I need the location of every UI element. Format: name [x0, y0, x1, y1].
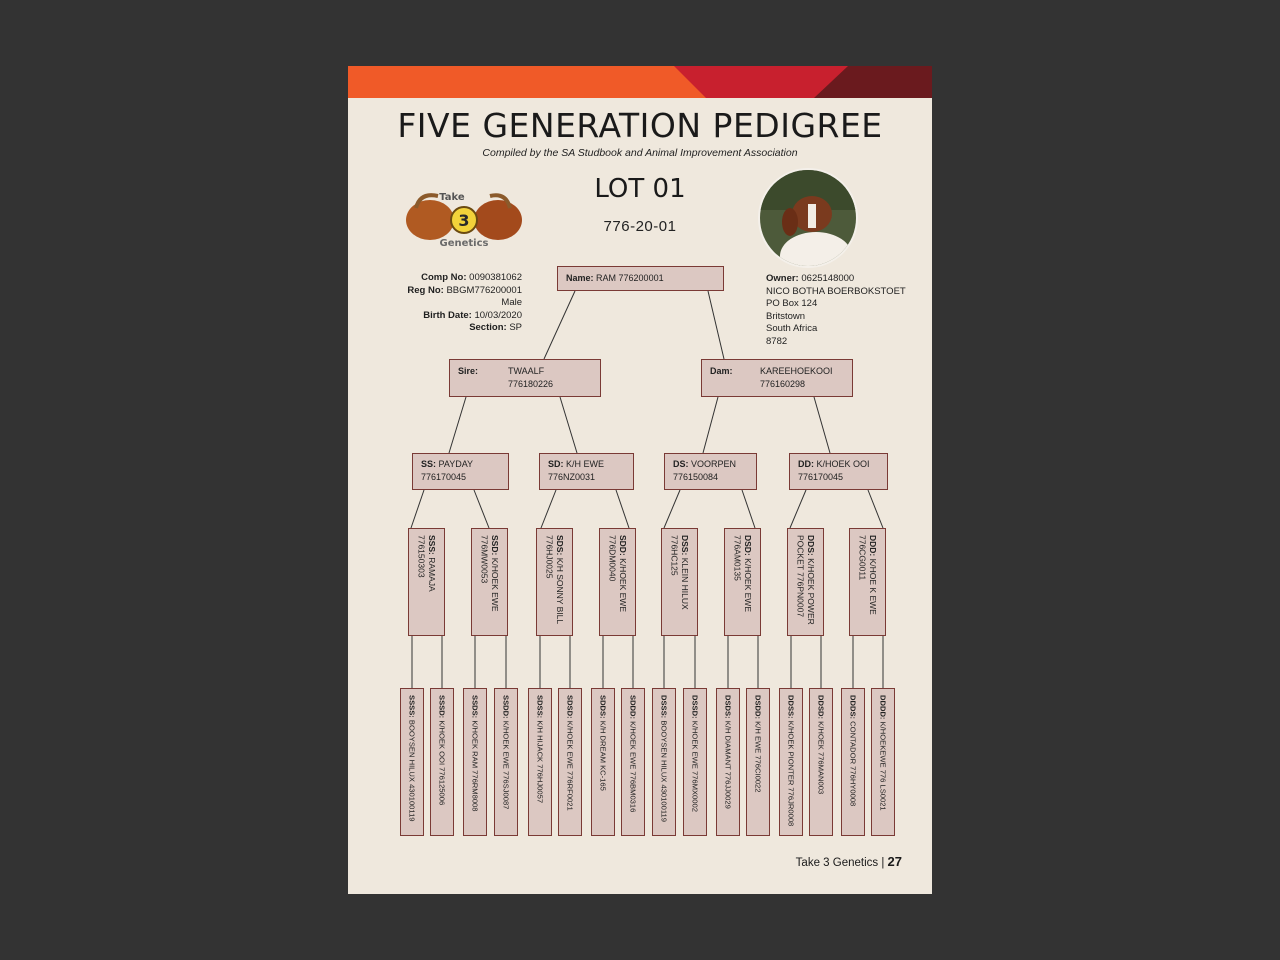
footer-brand: Take 3 Genetics: [795, 857, 879, 869]
dsds-box: [716, 688, 740, 836]
dam-reg: 776160298: [760, 379, 806, 389]
owner-name: NICO BOTHA BOERBOKSTOET: [766, 285, 906, 297]
comp-no-label: Comp No:: [421, 272, 467, 283]
birth-date-value: 10/03/2020: [474, 309, 522, 321]
dsd-reg: 776AM0135: [732, 535, 743, 581]
sdd-name: K/HOEK EWE: [618, 558, 628, 612]
birth-date-label: Birth Date:: [423, 309, 472, 321]
subject-name: RAM 776200001: [596, 273, 664, 283]
owner-address-line: Britstown: [766, 310, 806, 322]
sd-name: K/H EWE: [566, 459, 605, 469]
ddd-name: K/HOE K EWE: [868, 558, 878, 615]
ddsd-value: K/HOEK 776MAN003: [816, 721, 826, 795]
logo-number: 3: [458, 211, 470, 230]
dddd-box: [871, 688, 895, 836]
page-subtitle: Compiled by the SA Studbook and Animal Improvement Association: [482, 147, 798, 159]
connector-line: [544, 291, 575, 359]
sdsd-box: [558, 688, 582, 836]
connector-line: [790, 490, 806, 528]
connector-line: [868, 490, 883, 528]
sdss-box: [528, 688, 552, 836]
dam-label: Dam:: [710, 366, 733, 376]
sddd-box: [621, 688, 645, 836]
ds-label: DS:: [673, 459, 689, 469]
dsss-value: BOOYSEN HILUX 430100119: [659, 720, 669, 822]
ds-name: VOORPEN: [691, 459, 737, 469]
sssd-label: SSSD:: [437, 695, 447, 719]
sds-reg: 776HJ0025: [544, 535, 555, 579]
sss-name: RAMAJA: [427, 557, 437, 592]
connector-line: [449, 397, 466, 453]
ddss-value: K/HOEK PIONTER 776JR0008: [786, 720, 796, 827]
sd-label: SD:: [548, 459, 564, 469]
sss-box: [408, 528, 445, 636]
ssdd-label: SSDD:: [501, 695, 511, 719]
owner-address-line: PO Box 124: [766, 298, 818, 309]
comp-no-value: 0090381062: [469, 272, 522, 283]
connector-line: [411, 490, 424, 528]
connector-line: [664, 490, 680, 528]
dd-box: [789, 453, 888, 490]
ddsd-box: [809, 688, 833, 836]
dssd-value: K/HOEK EWE 776MX0002: [690, 720, 700, 812]
sddd-value: K/HOEK EWE 776BM0316: [628, 721, 638, 813]
owner-phone: 0625148000: [801, 273, 855, 284]
sire-label: Sire:: [458, 366, 479, 376]
section-value: SP: [509, 322, 522, 333]
sdd-box: [599, 528, 636, 636]
ss-reg: 776170045: [421, 471, 467, 482]
connector-line: [541, 490, 556, 528]
ssss-box: [400, 688, 424, 836]
logo-text-top: Take: [439, 192, 465, 203]
dss-box: [661, 528, 698, 636]
lot-label: LOT 01: [594, 174, 686, 204]
sire-reg: 776180226: [508, 379, 554, 389]
connector-line: [474, 490, 489, 528]
reg-no-value: BBGM776200001: [446, 284, 522, 296]
dsdd-label: DSDD:: [753, 695, 763, 720]
sss-label: SSS:: [427, 535, 437, 555]
page-footer: Take 3 Genetics | 27: [795, 854, 902, 869]
owner-address-line: South Africa: [766, 323, 818, 334]
sssd-box: [430, 688, 454, 836]
dsss-label: DSSS:: [659, 695, 669, 719]
dsd-name: K/HOEK EWE: [743, 558, 753, 612]
sdss-label: SDSS:: [535, 695, 545, 719]
ddsd-label: DDSD:: [816, 695, 826, 720]
ss-name: PAYDAY: [438, 459, 474, 469]
ddd-reg: 776CG0011: [857, 535, 868, 581]
ddds-label: DDDS:: [848, 695, 858, 720]
dddd-value: K/HOEKEWE 776 LS0021: [878, 721, 888, 811]
ssd-name: K/HOEK EWE: [490, 557, 500, 612]
sdd-label: SDD:: [618, 535, 628, 556]
dd-name: K/HOEK OOI: [816, 459, 870, 469]
connector-line: [708, 291, 724, 359]
dd-reg: 776170045: [798, 471, 844, 482]
ddd-box: [849, 528, 886, 636]
ddss-label: DDSS:: [786, 695, 796, 719]
connector-line: [742, 490, 755, 528]
sds-label: SDS:: [555, 535, 565, 556]
sds-box: [536, 528, 573, 636]
sd-box: [539, 453, 634, 490]
dsss-box: [652, 688, 676, 836]
ssd-reg: 776MW0053: [479, 535, 490, 584]
owner-address-line: 8782: [766, 335, 788, 347]
ssdd-value: K/HOEK EWE 776SJ0087: [501, 720, 511, 810]
ss-box: [412, 453, 509, 490]
ssd-label: SSD:: [490, 535, 500, 556]
sdsd-value: K/HOEK EWE 776RF0021: [565, 720, 575, 811]
ddds-value: CONTADOR 776HY0008: [848, 721, 858, 807]
sire-name: TWAALF: [508, 366, 545, 376]
logo-text-bottom: Genetics: [439, 238, 489, 248]
ssds-box: [463, 688, 487, 836]
sdd-reg: 776DM0040: [607, 535, 618, 582]
ds-box: [664, 453, 757, 490]
lot-number: 776-20-01: [603, 218, 677, 235]
sdds-value: K/H DREAM KC-165: [598, 720, 608, 791]
owner-label: Owner:: [766, 273, 799, 284]
dsdd-box: [746, 688, 770, 836]
ds-reg: 776150084: [673, 471, 719, 482]
dss-reg: 776HC125: [669, 535, 680, 576]
dss-name: KLEIN HILUX: [680, 557, 690, 610]
sds-name: K/H SONNY BILL: [555, 557, 565, 625]
sire-box: [449, 359, 601, 397]
dsd-label: DSD:: [743, 535, 753, 556]
ddds-box: [841, 688, 865, 836]
sss-reg: 776150303: [416, 535, 427, 578]
sdsd-label: SDSD:: [565, 695, 575, 719]
reg-no-label: Reg No:: [407, 284, 444, 296]
ssss-value: BOOYSEN HILUX 430100119: [407, 719, 417, 822]
sddd-label: SDDD:: [628, 695, 638, 720]
dam-name: KAREEHOEKOOI: [760, 366, 833, 376]
connector-line: [616, 490, 629, 528]
page-title: FIVE GENERATION PEDIGREE: [397, 106, 883, 145]
dds-box: [787, 528, 824, 636]
ss-label: SS:: [421, 459, 437, 469]
ddss-box: [779, 688, 803, 836]
sd-reg: 776NZ0031: [548, 471, 596, 482]
connector-line: [814, 397, 830, 453]
page-number: 27: [887, 854, 902, 869]
ssds-label: SSDS:: [470, 695, 480, 719]
dam-box: [701, 359, 853, 397]
pedigree-page: [348, 66, 932, 894]
dds-name: K/HOEK POWER POCKET 776PN0007: [795, 535, 816, 625]
dssd-label: DSSD:: [690, 695, 700, 719]
ssss-label: SSSS:: [407, 695, 417, 718]
dsd-box: [724, 528, 761, 636]
dsds-label: DSDS:: [723, 695, 733, 719]
dsds-value: K/H DIAMANT 776JJ0029: [723, 720, 733, 809]
subject-label: Name:: [566, 273, 594, 283]
subject-box: [557, 266, 724, 291]
section-label: Section:: [469, 322, 507, 333]
sssd-value: K/HOEK OOI 776125006: [437, 720, 447, 806]
dddd-label: DDDD:: [878, 695, 888, 720]
dd-label: DD:: [798, 459, 814, 469]
dssd-box: [683, 688, 707, 836]
connector-line: [703, 397, 718, 453]
connector-line: [560, 397, 577, 453]
sdss-value: K/H HIJACK 776HJ0057: [535, 720, 545, 804]
ssd-box: [471, 528, 508, 636]
sdds-box: [591, 688, 615, 836]
dds-label: DDS:: [806, 535, 816, 556]
dss-label: DSS:: [680, 535, 690, 556]
sdds-label: SDDS:: [598, 695, 608, 719]
ssds-value: K/HOEK RAM 776RM8008: [470, 720, 480, 812]
ddd-label: DDD:: [868, 535, 878, 557]
ssdd-box: [494, 688, 518, 836]
dsdd-value: K/H EWE 776CI0022: [753, 721, 763, 793]
sex-value: Male: [501, 297, 522, 308]
